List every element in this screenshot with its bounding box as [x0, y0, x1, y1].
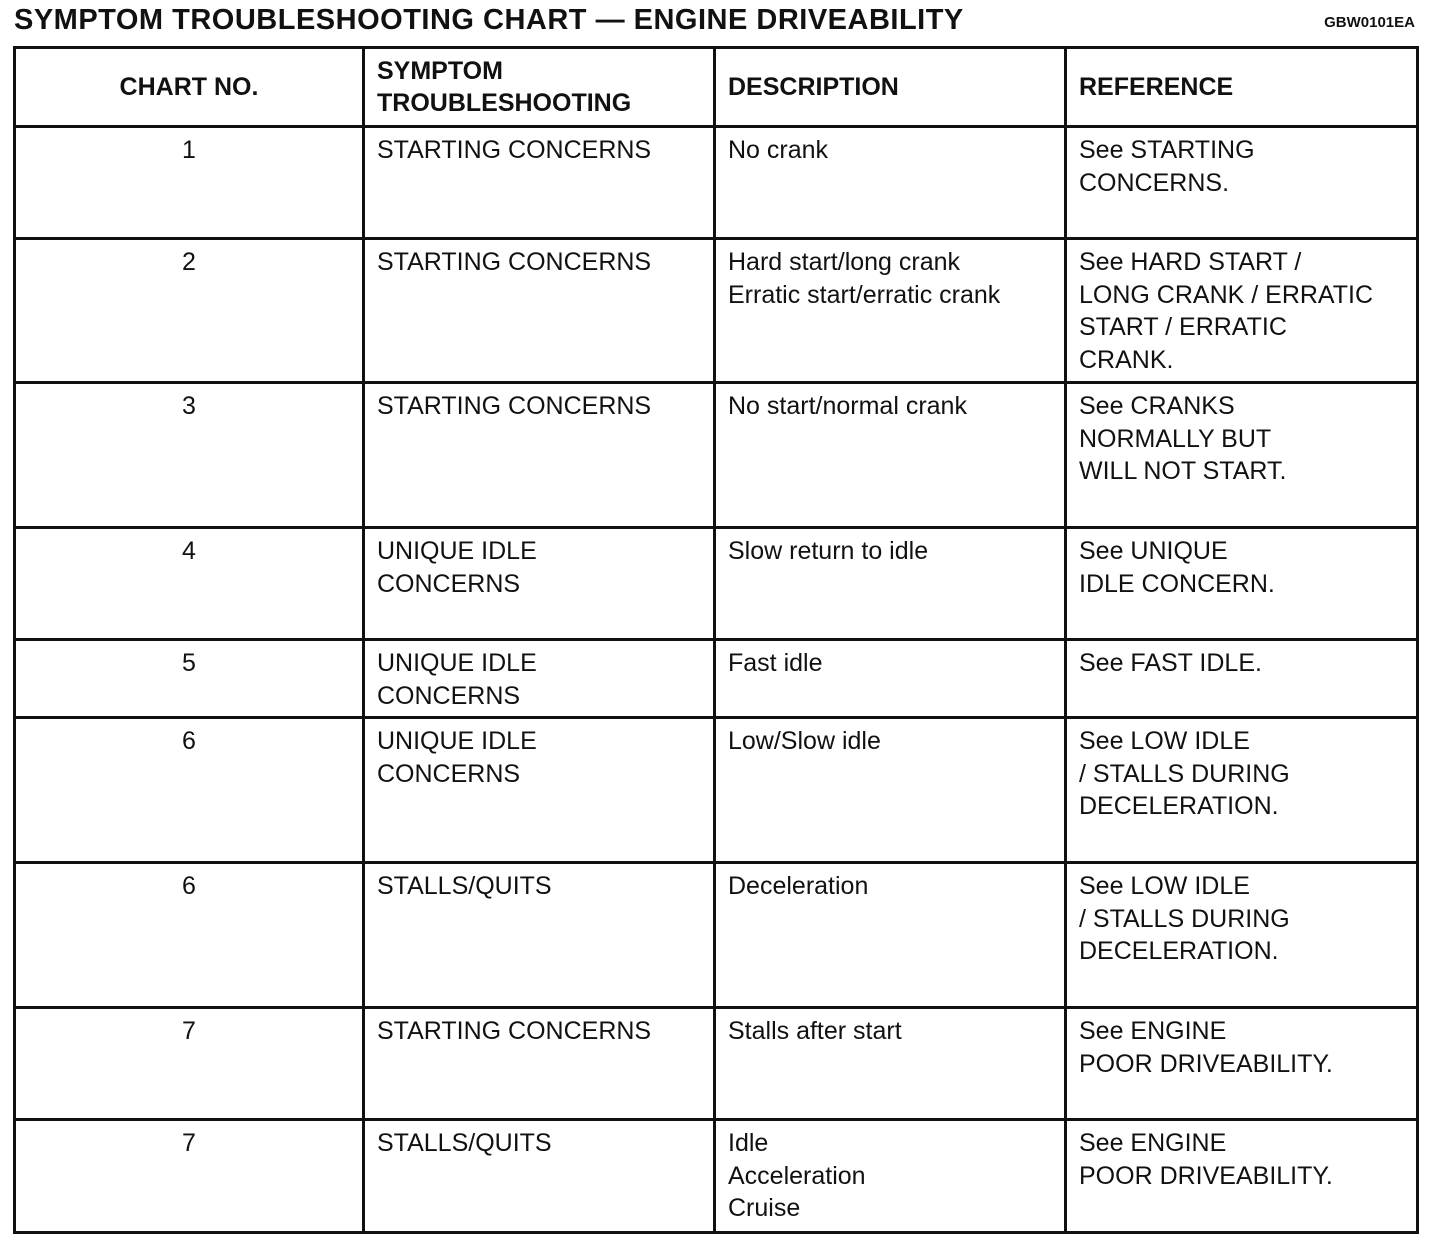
reference-cell: See HARD START / LONG CRANK / ERRATIC START / ERRATIC CRANK. [1066, 239, 1418, 383]
symptom-cell: UNIQUE IDLE CONCERNS [364, 718, 715, 863]
reference-cell: See CRANKS NORMALLY BUT WILL NOT START. [1066, 383, 1418, 528]
symptom-cell: STARTING CONCERNS [364, 127, 715, 239]
description-cell: Hard start/long crank Erratic start/erratic crank [715, 239, 1066, 383]
description-cell: Stalls after start [715, 1008, 1066, 1120]
page-title: SYMPTOM TROUBLESHOOTING CHART — ENGINE DRIVEABILITY [14, 4, 964, 36]
description-cell: Low/Slow idle [715, 718, 1066, 863]
table-header-row [15, 48, 1418, 127]
table-row [15, 239, 1418, 383]
table-row [15, 528, 1418, 640]
reference-cell: See UNIQUE IDLE CONCERN. [1066, 528, 1418, 640]
description-cell: Idle Acceleration Cruise [715, 1120, 1066, 1233]
table-row [15, 718, 1418, 863]
reference-cell: See LOW IDLE / STALLS DURING DECELERATION. [1066, 863, 1418, 1008]
symptom-cell: UNIQUE IDLE CONCERNS [364, 528, 715, 640]
header-symptom-troubleshooting: SYMPTOM TROUBLESHOOTING [364, 48, 715, 127]
document-code: GBW0101EA [1324, 14, 1415, 31]
symptom-cell: UNIQUE IDLE CONCERNS [364, 640, 715, 718]
reference-cell: See ENGINE POOR DRIVEABILITY. [1066, 1120, 1418, 1233]
chart-no-cell: 7 [15, 1120, 364, 1233]
table-row [15, 383, 1418, 528]
reference-cell: See ENGINE POOR DRIVEABILITY. [1066, 1008, 1418, 1120]
reference-cell: See LOW IDLE / STALLS DURING DECELERATION. [1066, 718, 1418, 863]
chart-no-cell: 5 [15, 640, 364, 718]
table-row [15, 1120, 1418, 1233]
troubleshooting-table [13, 46, 1419, 1234]
symptom-cell: STARTING CONCERNS [364, 1008, 715, 1120]
symptom-cell: STALLS/QUITS [364, 863, 715, 1008]
reference-cell: See STARTING CONCERNS. [1066, 127, 1418, 239]
chart-no-cell: 6 [15, 863, 364, 1008]
chart-no-cell: 2 [15, 239, 364, 383]
chart-no-cell: 7 [15, 1008, 364, 1120]
description-cell: Fast idle [715, 640, 1066, 718]
symptom-cell: STARTING CONCERNS [364, 239, 715, 383]
table-row [15, 127, 1418, 239]
description-cell: No start/normal crank [715, 383, 1066, 528]
chart-no-cell: 6 [15, 718, 364, 863]
header-reference: REFERENCE [1066, 48, 1418, 127]
table-row [15, 1008, 1418, 1120]
table-row [15, 640, 1418, 718]
symptom-cell: STALLS/QUITS [364, 1120, 715, 1233]
symptom-cell: STARTING CONCERNS [364, 383, 715, 528]
description-cell: Slow return to idle [715, 528, 1066, 640]
chart-no-cell: 1 [15, 127, 364, 239]
header-description: DESCRIPTION [715, 48, 1066, 127]
reference-cell: See FAST IDLE. [1066, 640, 1418, 718]
description-cell: Deceleration [715, 863, 1066, 1008]
table-row [15, 863, 1418, 1008]
chart-no-cell: 3 [15, 383, 364, 528]
description-cell: No crank [715, 127, 1066, 239]
header-chart-no: CHART NO. [15, 48, 364, 127]
chart-no-cell: 4 [15, 528, 364, 640]
